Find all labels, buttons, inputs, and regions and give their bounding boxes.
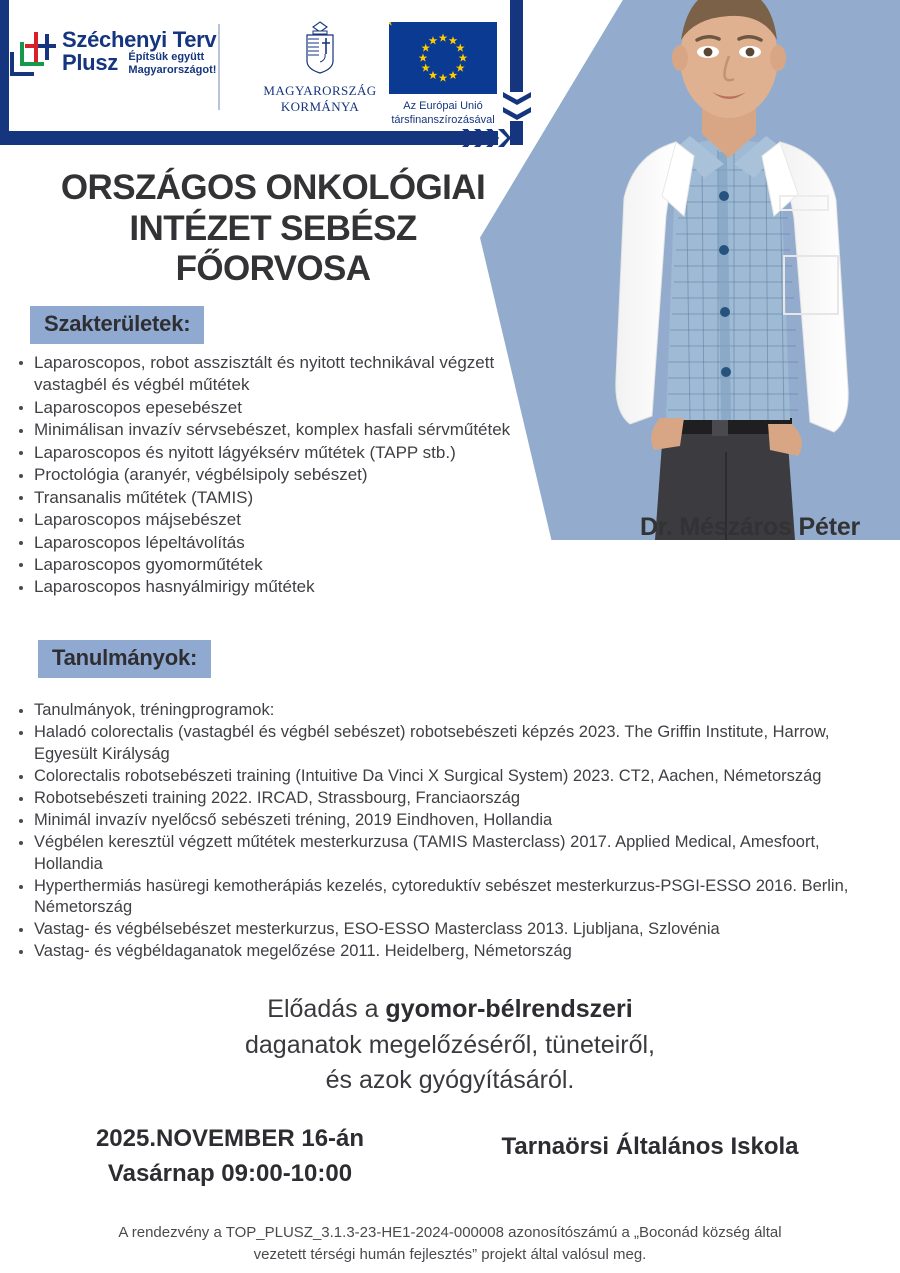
szechenyi-terv-plusz-logo [10,28,216,78]
specialties-heading: Szakterületek: [30,306,204,344]
specialties-list [14,352,534,599]
lecture-line1-emphasis: gyomor-bélrendszeri [385,995,633,1023]
lecture-line2: daganatok megelőzéséről, tüneteiről, [245,1030,655,1059]
szechenyi-subtitle-line2: Magyarországot! [128,63,217,76]
list-item: Proctológia (aranyér, végbélsipoly sebészet) [14,464,534,486]
list-item: Vastag- és végbéldaganatok megelőzése 2011. Heidelberg, Németország [14,941,886,963]
list-item: Tanulmányok, tréningprogramok: [14,700,886,722]
list-item: Hyperthermiás hasüregi kemotherápiás kezelés, cytoreduktív sebészet mesterkurzus-PSGI-ESSO 2016. Berlin, Németország [14,876,886,920]
szechenyi-logo-subtitle [128,51,216,76]
page-title-line2: INTÉZET SEBÉSZ [129,208,417,248]
sponsor-logo-bar [0,0,500,128]
szechenyi-plus-cross-icon [10,32,56,78]
eu-logo-line2: társfinanszírozásával [391,113,495,126]
list-item: Transanalis műtétek (TAMIS) [14,487,534,509]
event-date [60,1122,400,1192]
lecture-description [0,992,900,1099]
list-item: Laparoscopos epesebészet [14,397,534,419]
doctor-name-caption: Dr. Mészáros Péter [639,513,861,541]
eu-logo-line1: Az Európai Unió [403,100,483,112]
lecture-line1-prefix: Előadás a [267,995,386,1023]
szechenyi-logo-line2: Plusz [62,50,118,76]
list-item: Végbélen keresztül végzett műtétek mesterkurzusa (TAMIS Masterclass) 2017. Applied Medical, Amesfoort, Hollandia [14,832,886,876]
page-title-line3: FŐORVOSA [175,249,371,289]
frame-bottom-bar [0,131,498,145]
szechenyi-logo-line1: Széchenyi Terv [62,27,217,52]
project-funding-note [0,1222,900,1266]
hungary-logo-line1: MAGYARORSZÁG [263,83,377,98]
hungary-government-logo [240,20,400,114]
list-item: Laparoscopos gyomorműtétek [14,554,534,576]
lecture-line3: és azok gyógyításáról. [325,1066,575,1094]
event-venue: Tarnaörsi Általános Iskola [501,1133,799,1160]
list-item: Laparoscopos lépeltávolítás [14,532,534,554]
lecture-line1 [0,992,900,1028]
event-date-line1: 2025.NOVEMBER 16-án [95,1125,365,1152]
list-item: Haladó colorectalis (vastagbél és végbél sebészet) robotsebészeti képzés 2023. The Griffin Institute, Harrow, Egyesült Királyság [14,722,886,766]
list-item: Minimál invazív nyelőcső sebészeti tréning, 2019 Eindhoven, Hollandia [14,810,886,832]
event-date-line2: Vasárnap 09:00-10:00 [107,1159,353,1187]
studies-list [14,700,886,963]
szechenyi-subtitle-line1: Építsük együtt [128,51,205,64]
list-item: Laparoscopos hasnyálmirigy műtétek [14,576,534,598]
list-item: Minimálisan invazív sérvsebészet, komplex hasfali sérvműtétek [14,419,534,441]
list-item: Laparoscopos májsebészet [14,509,534,531]
studies-heading: Tanulmányok: [38,640,211,678]
list-item: Laparoscopos és nyitott lágyéksérv műtétek (TAPP stb.) [14,442,534,464]
funding-note-line2: vezetett térségi humán fejlesztés” projekt által valósul meg. [253,1245,647,1263]
list-item: Laparoscopos, robot asszisztált és nyitott technikával végzett vastagbél és végbél műtétek [14,352,534,397]
list-item: Vastag- és végbélsebészet mesterkurzus, ESO-ESSO Masterclass 2013. Ljubljana, Szlovénia [14,919,886,941]
hungary-coat-of-arms-icon [299,20,341,74]
page-title-line1: ORSZÁGOS ONKOLÓGIAI [60,168,486,207]
logo-divider [218,24,220,110]
list-item: Colorectalis robotsebészeti training (Intuitive Da Vinci X Surgical System) 2023. CT2, Aachen, Németország [14,766,886,788]
funding-note-line1: A rendezvény a TOP_PLUSZ_3.1.3-23-HE1-2024-000008 azonosítószámú a „Boconád község által [118,1224,782,1241]
page-title [0,168,546,290]
hungary-logo-line2: KORMÁNYA [280,98,360,114]
list-item: Robotsebészeti training 2022. IRCAD, Strassbourg, Franciaország [14,788,886,810]
